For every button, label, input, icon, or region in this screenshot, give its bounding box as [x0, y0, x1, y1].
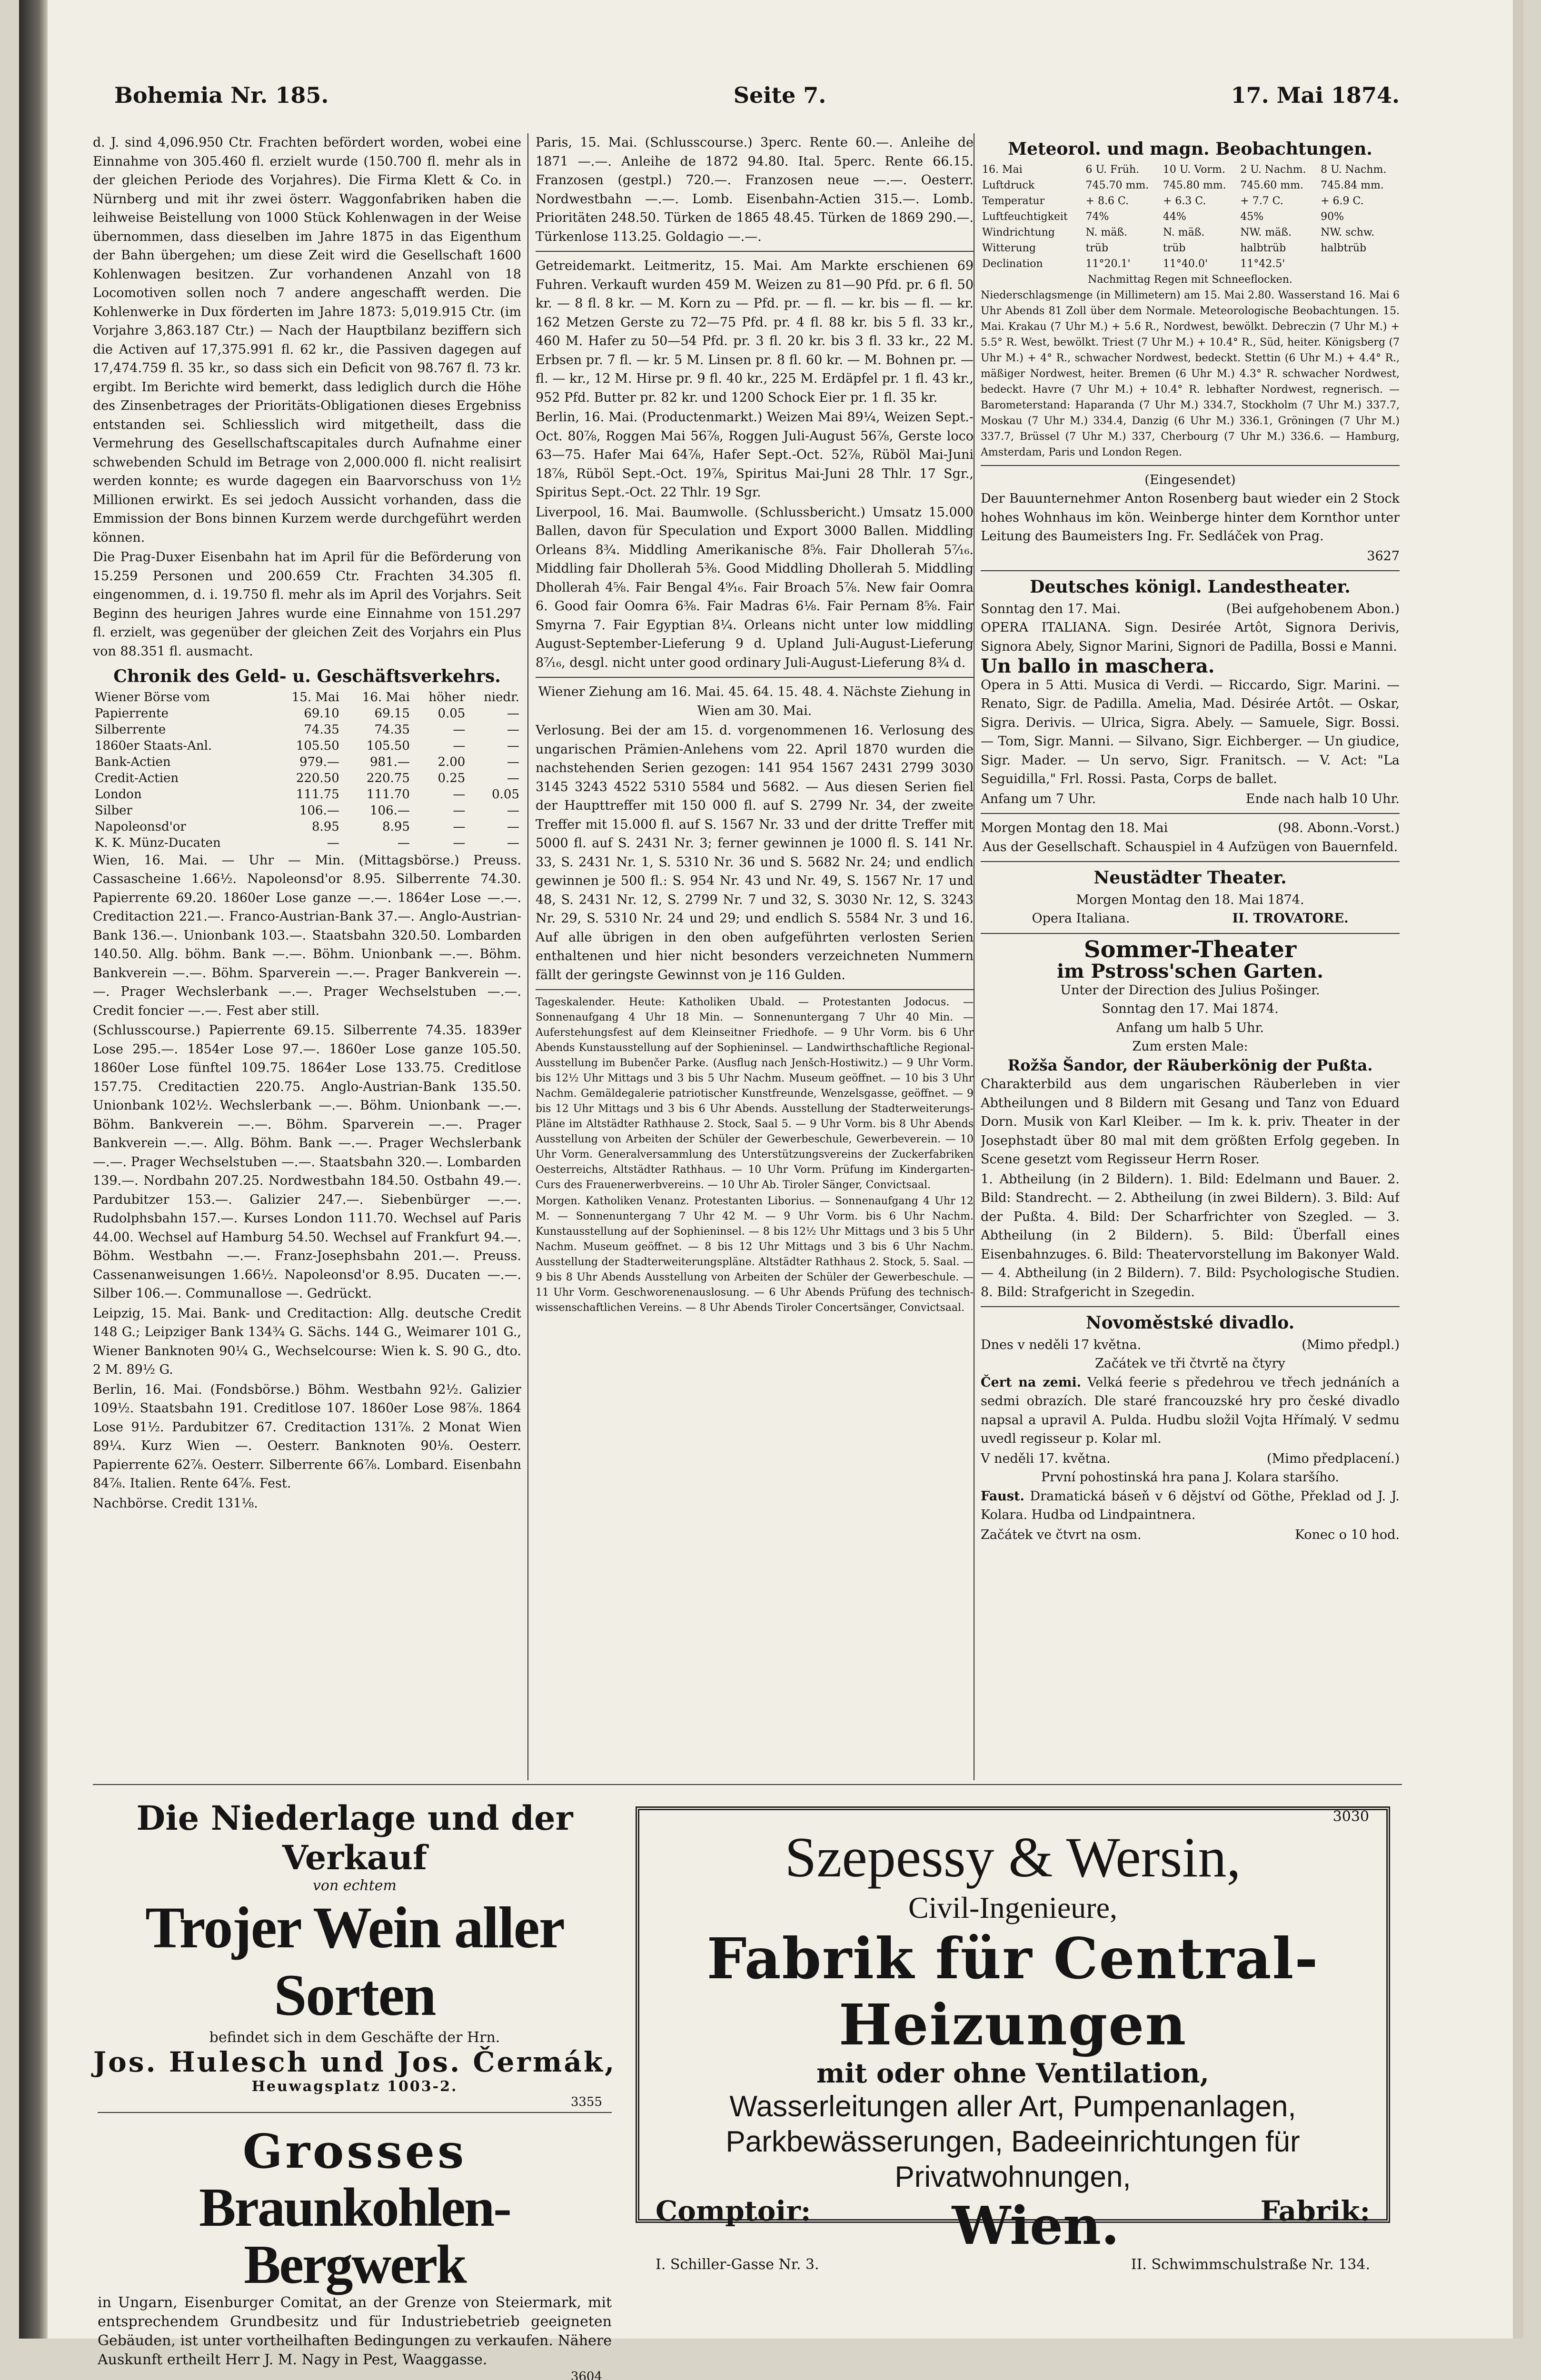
- weather-note: Nachmittag Regen mit Schneeflocken.: [1088, 273, 1292, 286]
- table-row: [93, 705, 521, 722]
- advert-right: [636, 1806, 1390, 2273]
- table-row: [93, 786, 521, 803]
- column-finance: [93, 133, 521, 1780]
- advert-headline: Die Niederlage und der Verkauf: [136, 1798, 573, 1877]
- play-description: Charakterbild aus dem ungarischen Räuberleben in vier Abtheilungen und 8 Bildern mit Gesang und Tanz von Eduard Dorn. Musik von Karl Kleiber. — Im k. k. priv. Theater in der Josephstadt über 80 mal mit dem größten Erfolg gegeben. In Scene gesetzt vom Regisseur Herrn Roser.: [981, 1077, 1400, 1167]
- divider: [98, 2112, 612, 2113]
- table-header: niedr.: [484, 690, 519, 704]
- cell: —: [507, 819, 519, 834]
- play-title: Faust.: [981, 1488, 1024, 1504]
- cell: 69.10: [304, 706, 339, 721]
- cell: Windrichtung: [982, 226, 1055, 238]
- divider: [536, 677, 974, 678]
- cell: —: [327, 835, 339, 850]
- end-time: Konec o 10 hod.: [1294, 1527, 1400, 1542]
- advert-services: Wasserleitungen aller Art, Pumpenanlagen, Parkbewässerungen, Badeeinrichtungen für Privatwohnungen,: [726, 2090, 1300, 2193]
- page-header: [114, 76, 1400, 114]
- article-text: Wien, 16. Mai. — Uhr — Min. (Mittagsbörse.) Preuss. Cassascheine 1.66½. Napoleonsd'or 8.95. Silberrente 74.30. Papierrente 69.20. 1860er Lose ganze —.—. 1864er Lose —.—. Creditaction 221.—. Franco-Austrian-Bank 37.—. Anglo-Austrian-Bank 136.—. Unionbank 103.—. Staatsbahn 320.50. Lombarden 140.50. Allg. böhm. Bank —.—. Böhm. Unionbank —.—. Böhm. Bankverein —.—. Böhm. Sparverein —.—. Prager Bankverein —.—. Prager Wechslerbank —.—. Prager Wechselstuben —.—. Credit foncier —.—. Fest aber still.: [93, 853, 521, 1018]
- cell: + 7.7 C.: [1240, 195, 1283, 207]
- cell: —: [507, 835, 519, 850]
- table-row: [981, 256, 1400, 272]
- advert-text: in Ungarn, Eisenburger Comitat, an der Grenze von Steiermark, mit entsprechendem Grundbesitz und für Industriebetrieb geeigneten Gebäuden, ist unter vortheilhaften Bedingungen zu verkaufen. Nähere Auskunft ertheilt Herr J. M. Nagy in Pest, Waaggasse.: [98, 2294, 612, 2368]
- divider: [981, 861, 1400, 862]
- cell: 1860er Staats-Anl.: [95, 738, 212, 753]
- cell: 105.50: [366, 738, 410, 753]
- cell: N. mäß.: [1163, 226, 1205, 238]
- cell: 106.—: [299, 803, 339, 818]
- divider: [981, 813, 1400, 814]
- table-header: 16. Mai: [362, 690, 410, 704]
- start-time: Začátek ve tři čtvrtě na čtyry: [1095, 1356, 1285, 1371]
- opera-company: Opera Italiana.: [1032, 911, 1130, 926]
- advert-text: befindet sich in dem Geschäfte der Hrn.: [209, 2029, 500, 2046]
- advert-subline: von echtem: [312, 1877, 397, 1894]
- cell: 44%: [1163, 210, 1186, 223]
- article-text: Berlin, 16. Mai. (Fondsbörse.) Böhm. Westbahn 92½. Galizier 109½. Staatsbahn 191. Creditlose 107. 1860er Lose 98⅞. 1864 Lose 91½. Pardubitzer 67. Creditaction 131⅞. 2 Monat Wien 89¼. Kurz Wien —. Oesterr. Banknoten 90⅛. Oesterr. Papierrente 62⅞. Oesterr. Silberrente 66⅞. Lombard. Eisenbahn 84⅞. Italien. Rente 64⅞. Fest.: [93, 1382, 521, 1491]
- cell: Bank-Actien: [95, 754, 171, 769]
- table-row: [93, 803, 521, 819]
- article-text: Leipzig, 15. Mai. Bank- und Creditaction: Allg. deutsche Credit 148 G.; Leipziger Bank 134¾ G. Sächs. 144 G., Weimarer 101 G., Wiener Banknoten 90¼ G., Wechselcourse: Wien k. S. 90 G., dto. 2 M. 89½ G.: [93, 1306, 521, 1377]
- cell: Luftdruck: [982, 179, 1035, 191]
- article-text: Liverpool, 16. Mai. Baumwolle. (Schlussbericht.) Umsatz 15.000 Ballen, davon für Speculation und Export 3000 Ballen. Middling Orleans 8¾. Middling Amerikanische 8⅝. Fair Dhollerah 5⁷⁄₁₆. Middling fair Dhollerah 5⅜. Good Middling Dhollerah 5. Middling Dhollerah 4⅝. Fair Bengal 4⁹⁄₁₆. Fair Broach 5⅞. New fair Oomra 6. Good fair Oomra 6⅜. Fair Madras 6⅛. Fair Pernam 8⅝. Fair Smyrna 7. Fair Egyptian 8¼. Orleans nicht unter low middling August-September-Lieferung 9 d. Upland Juli-August-Lieferung 8⁷⁄₁₆, desgl. nicht unter good ordinary Juli-August-Lieferung 8¾ d.: [536, 505, 974, 670]
- cell: —: [453, 787, 466, 802]
- cell: 111.75: [296, 787, 339, 802]
- theater-note: (Mimo předpl.): [1302, 1337, 1400, 1352]
- divider: [536, 989, 974, 990]
- theater-date: Morgen Montag den 18. Mai 1874.: [1076, 892, 1304, 907]
- page-number: Seite 7.: [733, 82, 826, 108]
- table-row: [93, 770, 521, 786]
- section-heading: Chronik des Geld- u. Geschäftsverkehrs.: [113, 666, 501, 686]
- theater-heading: Novoměstské divadlo.: [1085, 1313, 1295, 1333]
- play-title: Rožša Šandor, der Räuberkönig der Pußta.: [1007, 1056, 1373, 1074]
- table-row: [981, 240, 1400, 256]
- cell: —: [397, 835, 410, 850]
- cell: —: [507, 722, 519, 737]
- cell: Declination: [982, 258, 1043, 270]
- issue-date: 17. Mai 1874.: [1231, 82, 1400, 108]
- article-text: Getreidemarkt. Leitmeritz, 15. Mai. Am Markte erschienen 69 Fuhren. Verkauft wurden 459 M. Weizen zu 81—90 Pfd. pr. 6 fl. 50 kr. — 8 fl. 8 kr. — M. Korn zu — Pfd. pr. — fl. — kr. bis — fl. — kr. 162 Metzen Gerste zu 72—75 Pfd. pr. 4 fl. 88 kr. bis 5 fl. 33 kr., 460 M. Hafer zu 50—54 Pfd. pr. 3 fl. 20 kr. bis 3 fl. 33 kr., 22 M. Erbsen pr. 7 fl. — kr. 5 M. Linsen pr. 8 fl. 60 kr. — M. Bohnen pr. — fl. — kr., 12 M. Hirse pr. 9 fl. 40 kr., 225 M. Erdäpfel pr. 1 fl. 43 kr., 952 Pfd. Butter pr. 82 kr. und 1200 Schock Eier pr. 1 fl. 35 kr.: [536, 258, 974, 405]
- guest-note: První pohostinská hra pana J. Kolara staršího.: [1041, 1470, 1340, 1485]
- stock-table: [93, 689, 521, 851]
- opera-title: Un ballo in maschera.: [981, 655, 1215, 677]
- cell: 981.—: [370, 754, 410, 769]
- cell: 745.80 mm.: [1163, 179, 1226, 191]
- column-weather-theater: [981, 133, 1400, 1780]
- cell: 45%: [1240, 210, 1264, 223]
- advert-profession: Civil-Ingenieure,: [908, 1891, 1117, 1924]
- city-label: Wien.: [952, 2195, 1120, 2256]
- cell: 745.84 mm.: [1321, 179, 1384, 191]
- theater-piece-line: [981, 909, 1400, 928]
- cell: 0.05: [437, 706, 466, 721]
- weather-report: Niederschlagsmenge (in Millimetern) am 15. Mai 2.80. Wasserstand 16. Mai 6 Uhr Abends 81 Zoll über dem Normale. Meteorologische Beobachtungen. 15. Mai. Krakau (7 Uhr M.) + 5.6 R., Nordwest, bewölkt. Debreczin (7 Uhr M.) + 5.5° R. West, bewölkt. Triest (7 Uhr M.) + 10.4° R., Süd, heiter. Königsberg (7 Uhr M.) + 4° R., schwacher Nordwest, bedeckt. Stettin (6 Uhr M.) + 4.4° R., mäßiger Nordwest, heiter. Bremen (6 Uhr M.) 4.3° R. schwacher Nordwest, bedeckt. Havre (7 Uhr M.) + 10.4° R. lebhafter Nordwest, regnerisch. — Barometerstand: Haparanda (7 Uhr M.) 334.7, Stockholm (7 Uhr M.) 337.7, Moskau (7 Uhr M.) 334.4, Danzig (6 Uhr M.) 336.1, Gröningen (7 Uhr M.) 337.7, Brüssel (7 Uhr M.) 337, Cherbourg (7 Uhr M.) 336.6. — Hamburg, Amsterdam, Paris und London Regen.: [981, 289, 1400, 458]
- article-text: Verlosung. Bei der am 15. d. vorgenommenen 16. Verlosung des ungarischen Prämien-Anlehens vom 22. April 1870 wurden die nachstehenden Serien gezogen: 141 954 1567 2431 2799 3030 3145 3243 4522 5310 5584 und 5682. — Aus diesen Serien fiel der Haupttreffer mit 150 000 fl. auf S. 2799 Nr. 34, der zweite Treffer mit 15.000 fl. auf S. 1567 Nr. 33 und der dritte Treffer mit 5000 fl. auf S. 2431 Nr. 3; ferner gewinnen je 1000 fl. S. 141 Nr. 33, S. 2431 Nr. 1, S. 5310 Nr. 36 und S. 5682 Nr. 24; und endlich gewinnen je 500 fl.: S. 954 Nr. 43 und Nr. 49, S. 1567 Nr. 17 und 48, S. 2431 Nr. 12, S. 2799 Nr. 7 und 32, S. 3030 Nr. 12, S. 3243 Nr. 29, S. 5310 Nr. 24 und 29; und endlich S. 5584 Nr. 3 und 16. Auf alle übrigen in den oben aufgeführten verlosten Serien enthaltenen und hier nicht besonders verzeichneten Nummern fällt der geringste Gewinnst von je 116 Gulden.: [536, 723, 974, 982]
- cell: + 6.9 C.: [1321, 195, 1364, 207]
- cell: 979.—: [299, 754, 339, 769]
- article-text: Die Prag-Duxer Eisenbahn hat im April für die Beförderung von 15.259 Personen und 200.659 Ctr. Frachten 34.305 fl. eingenommen, d. i. 19.750 fl. mehr als im April des Vorjahrs. Seit Beginn des heurigen Jahres wurde eine Einnahme von 151.297 fl. erzielt, was gegenüber der gleichen Zeit des Vorjahrs ein Plus von 88.351 fl. ausmacht.: [93, 550, 521, 659]
- cell: —: [507, 771, 519, 785]
- cell: + 6.3 C.: [1163, 195, 1206, 207]
- column-rule: [527, 133, 528, 1780]
- play-title: Čert na zemi.: [981, 1375, 1082, 1390]
- cell: 220.75: [366, 771, 410, 785]
- cell: —: [453, 803, 466, 818]
- cell: Silberrente: [95, 722, 166, 737]
- table-row: [981, 225, 1400, 240]
- theater-heading: Sommer-Theater: [1084, 936, 1297, 963]
- cell: 74.35: [374, 722, 410, 737]
- table-header: 16. Mai: [982, 163, 1023, 176]
- cell: Credit-Actien: [95, 771, 179, 785]
- article-text: Nachbörse. Credit 131⅛.: [93, 1496, 258, 1511]
- cell: —: [507, 754, 519, 769]
- theater-date: Dnes v neděli 17 května.: [981, 1337, 1142, 1352]
- cell: 8.95: [311, 819, 339, 834]
- table-header: Wiener Börse vom: [95, 690, 210, 704]
- advert-subline: mit oder ohne Ventilation,: [816, 2058, 1209, 2089]
- advert-left: [93, 1795, 616, 2380]
- cell: Napoleonsd'or: [95, 819, 186, 834]
- cell: 11°20.1': [1085, 258, 1131, 270]
- theater-note: (Bei aufgehobenem Abon.): [1226, 601, 1400, 616]
- table-row: [981, 209, 1400, 225]
- cell: —: [507, 706, 519, 721]
- cell: 745.60 mm.: [1240, 179, 1303, 191]
- table-row: [981, 193, 1400, 209]
- play-acts: 1. Abtheilung (in 2 Bildern). 1. Bild: Edelmann und Bauer. 2. Bild: Standrecht. — 2. Abtheilung (in zwei Bildern). 3. Bild: Auf der Pußta. 4. Bild: Der Scharfrichter von Szegled. — 3. Abtheilung (in 2 Bildern). 5. Bild: Überfall eines Eisenbahnzuges. 6. Bild: Theatervorstellung im Bakonyer Wald. — 4. Abtheilung (in 2 Bildern). 7. Bild: Psychologische Studien. 8. Bild: Strafgericht in Szegedin.: [981, 1171, 1400, 1299]
- advert-product: Braunkohlen-Bergwerk: [199, 2177, 510, 2295]
- cell: —: [453, 738, 466, 753]
- cell: 111.70: [366, 787, 410, 802]
- issue-number: Bohemia Nr. 185.: [114, 82, 329, 108]
- article-text: d. J. sind 4,096.950 Ctr. Frachten befördert worden, wobei eine Einnahme von 305.460 fl. erzielt wurde (150.700 fl. mehr als in der gleichen Periode des Vorjahres). Die Firma Klett & Co. in Nürnberg und mit ihr zwei österr. Waggonfabriken haben die leihweise Beistellung von 1000 Stück Kohlenwagen in der Weise übernommen, dass dieselben im Jahre 1875 in das Eigenthum der Bahn übergehen; um diese Zeit wird die Gesellschaft 1600 Kohlenwagen besitzen. Zur vorhandenen Anzahl von 18 Locomotiven sollen noch 7 andere angeschafft werden. Die Kohlenwerke in Dux förderten im Jahre 1873: 5,019.915 Ctr. (im Vorjahre 3,863.187 Ctr.) — Nach der Hauptbilanz beziffern sich die Activen auf 17,375.991 fl. 62 kr., die Passiven dagegen auf 17,474.759 fl. 35 kr., so dass sich ein Deficit von 98.767 fl. 73 kr. ergibt. Im Berichte wird bemerkt, dass lediglich durch die Höhe des Zinsenbetrages der Prioritäts-Obligationen dieses Ergebniss entstanden sei. Schliesslich wird mitgetheilt, dass die Vermehrung des Gesellschaftscapitales durch Aufnahme einer schwebenden Schuld im Betrage von 2,000.000 fl. nicht realisirt werden konnte; es wurde dagegen ein Baarvorschuss von 1½ Millionen erwirkt. Es sei jedoch Aussicht vorhanden, dass die Emmission der Bons binnen Kurzem werde durchgeführt werden können.: [93, 135, 521, 545]
- cell: Papierrente: [95, 706, 169, 721]
- theater-times: [981, 1526, 1400, 1545]
- advert-merchants: Jos. Hulesch und Jos. Čermák,: [93, 2046, 616, 2078]
- table-header: 2 U. Nachm.: [1240, 163, 1306, 176]
- theater-heading: Deutsches königl. Landestheater.: [1030, 577, 1351, 597]
- table-header: 10 U. Vorm.: [1163, 163, 1225, 176]
- table-header-row: [93, 689, 521, 705]
- cell: 0.05: [492, 787, 519, 802]
- table-row: [981, 178, 1400, 193]
- cell: London: [95, 787, 142, 802]
- theater-date: Sonntag den 17. Mai.: [981, 601, 1121, 616]
- lottery-results: Wiener Ziehung am 16. Mai. 45. 64. 15. 48. 4. Nächste Ziehung in Wien am 30. Mai.: [538, 684, 971, 718]
- play-description: Dramatická báseň v 6 dějství od Göthe, Překlad od J. J. Kolara. Hudba od Lindpaintnera.: [981, 1488, 1400, 1522]
- comptoir-label: Comptoir:: [656, 2195, 811, 2227]
- fabrik-address: II. Schwimmschulstraße Nr. 134.: [1131, 2256, 1370, 2273]
- cell: 0.25: [437, 771, 466, 785]
- table-header: höher: [428, 690, 466, 704]
- cell: K. K. Münz-Ducaten: [95, 835, 221, 850]
- theater-date-line: [981, 1449, 1400, 1468]
- cell: Temperatur: [982, 195, 1045, 207]
- advert-product: Trojer Wein aller Sorten: [145, 1895, 564, 2028]
- cell: —: [453, 835, 466, 850]
- cell: —: [453, 722, 466, 737]
- cell: N. mäß.: [1085, 226, 1128, 238]
- advert-locations: [639, 2195, 1386, 2256]
- table-header: 8 U. Nachm.: [1321, 163, 1387, 176]
- cell: 8.95: [382, 819, 410, 834]
- advert-divider: [93, 1784, 1402, 1785]
- start-time: Začátek ve čtvrt na osm.: [981, 1527, 1142, 1542]
- cell: halbtrüb: [1240, 242, 1286, 254]
- divider: [536, 251, 974, 252]
- cell: —: [507, 738, 519, 753]
- tomorrow-piece: Aus der Gesellschaft. Schauspiel in 4 Aufzügen von Bauernfeld.: [982, 839, 1398, 854]
- binding-spine: [19, 0, 48, 2339]
- end-time: Ende nach halb 10 Uhr.: [1245, 791, 1400, 806]
- tomorrow-date: Morgen Montag den 18. Mai: [981, 821, 1168, 835]
- advert-number: 3355: [570, 2095, 602, 2109]
- advert-headline: Fabrik für Central-Heizungen: [706, 1925, 1319, 2058]
- cell: Luftfeuchtigkeit: [982, 210, 1068, 223]
- cell: trüb: [1163, 242, 1186, 254]
- start-time: Anfang um halb 5 Uhr.: [1116, 1020, 1264, 1035]
- cell: + 8.6 C.: [1085, 195, 1129, 207]
- day-calendar-tomorrow: Morgen. Katholiken Venanz. Protestanten Liborius. — Sonnenaufgang 4 Uhr 12 M. — Sonnenuntergang 7 Uhr 42 M. — 9 Uhr Vorm. bis 6 Uhr Nachm. Kunstausstellung auf der Sophieninsel. — 8 bis 12½ Uhr Mittags und 3 bis 5 Uhr Nachm. Museum geöffnet. — 8 bis 12 Uhr Mittags und 3 bis 6 Uhr Nachm. Ausstellung der Stadterweiterungspläne. Altstädter Rathhaus 2. Stock, 5. Saal. — 9 bis 8 Uhr Abends Ausstellung von Arbeiten der Schüler der Gewerbeschule. — 11 Uhr Vorm. Geschworenenauslosung. — 6 Uhr Abends Prüfung des technisch-wissenschaftlichen Vereins. — 8 Uhr Abends Tiroler Concertsänger, Convictsaal.: [536, 1195, 974, 1314]
- cell: 74%: [1085, 210, 1109, 223]
- cell: Witterung: [982, 242, 1036, 254]
- article-text: Paris, 15. Mai. (Schlusscourse.) 3perc. Rente 60.—. Anleihe de 1871 —.—. Anleihe de 1872 94.80. Ital. 5perc. Rente 66.15. Franzosen (gestpl.) 720.—. Franzosen neue —.—. Oesterr. Nordwestbahn —.—. Lomb. Eisenbahn-Actien 315.—. Lomb. Prioritäten 248.50. Türken de 1865 48.45. Türken de 1869 290.—. Türkenlose 113.25. Goldagio —.—.: [536, 135, 974, 244]
- divider: [981, 570, 1400, 571]
- theater-date: V neděli 17. května.: [981, 1451, 1111, 1466]
- cell: 745.70 mm.: [1085, 179, 1149, 191]
- cell: 106.—: [370, 803, 410, 818]
- table-row: [93, 722, 521, 738]
- cell: 105.50: [296, 738, 339, 753]
- page-edge: [1513, 0, 1523, 2339]
- cell: 90%: [1321, 210, 1344, 223]
- theater-tomorrow: [981, 819, 1400, 838]
- theater-date-line: [981, 600, 1400, 619]
- tomorrow-note: (98. Abonn.-Vorst.): [1278, 821, 1400, 835]
- weather-table: [981, 162, 1400, 272]
- table-row: [93, 835, 521, 851]
- cell: halbtrüb: [1321, 242, 1367, 254]
- opera-title: II. TROVATORE.: [1232, 911, 1349, 926]
- divider: [981, 1306, 1400, 1307]
- cell: NW. mäß.: [1240, 226, 1292, 238]
- advert-address: Heuwagsplatz 1003-2.: [251, 2078, 458, 2095]
- table-header: 6 U. Früh.: [1085, 163, 1140, 176]
- cell: —: [507, 803, 519, 818]
- theater-subheading: im Pstross'schen Garten.: [1056, 960, 1324, 982]
- cell: trüb: [1085, 242, 1109, 254]
- article-text: Berlin, 16. Mai. (Productenmarkt.) Weizen Mai 89¼, Weizen Sept.-Oct. 80⅞, Roggen Mai 56⅞, Roggen Juli-August 56⅞, Gerste loco 63—75. Hafer Mai 64⅞, Hafer Sept.-Oct. 52⅞, Rüböl Mai-Juni 18⅞, Rüböl Sept.-Oct. 19⅞, Spiritus Mai-Juni 28 Thlr. 17 Sgr., Spiritus Sept.-Oct. 22 Thlr. 19 Sgr.: [536, 410, 974, 500]
- article-text: (Schlusscourse.) Papierrente 69.15. Silberrente 74.35. 1839er Lose 295.—. 1854er Lose 97.—. 1860er Lose ganze 105.50. 1860er Lose fünftel 109.75. 1864er Lose 133.75. Creditlose 157.75. Creditactien 220.75. Anglo-Austrian-Bank 135.50. Unionbank 102½. Wechslerbank —.—. Böhm. Unionbank —.—. Böhm. Bankverein —.—. Böhm. Sparverein —.—. Prager Bankverein —.—. Allg. Böhm. Bank —.—. Prager Wechslerbank —.—. Prager Wechselstuben —.—. Staatsbahn 320.—. Lombarden 139.—. Nordbahn 207.25. Nordwestbahn 184.50. Ostbahn 49.—. Pardubitzer 153.—. Galizier 247.—. Siebenbürger —.—. Rudolphsbahn 157.—. Kurses London 111.70. Wechsel auf Paris 44.00. Wechsel auf Hamburg 54.50. Wechsel auf Frankfurt 94.—. Böhm. Westbahn —.—. Franz-Josephsbahn 201.—. Preuss. Cassenanweisungen 1.66½. Napoleonsd'or 8.95. Ducaten —.—. Silber 106.—. Communallose —. Gedrückt.: [93, 1023, 521, 1301]
- day-calendar: Tageskalender. Heute: Katholiken Ubald. — Protestanten Jodocus. — Sonnenaufgang 4 Uhr 18 Min. — Sonnenuntergang 7 Uhr 40 Min. — Auferstehungsfest auf dem Kleinseitner Friedhofe. — 9 Uhr Vorm. bis 6 Uhr Abends Kunstausstellung auf der Sophieninsel. — Landwirthschaftliche Regional-Ausstellung im Bubenčer Parke. (Ausflug nach Jenšch-Hostiwitz.) — 9 Uhr Vorm. bis 12½ Uhr Mittags und 3 bis 5 Uhr Nachm. Museum geöffnet. — 10 bis 3 Uhr Nachm. Gemäldegalerie patriotischer Kunstfreunde, Wenzelsgasse, geöffnet. — 9 bis 12 Uhr Mittags und 3 bis 6 Uhr Abends. Ausstellung der Stadterweiterungs-Pläne im Altstädter Rathhause 2. Stock, Saal 5. — 9 Uhr Vorm. bis 8 Uhr Abends Ausstellung von Arbeiten der Schüler der Gewerbeschule, Gewerbeverein. — 10 Uhr Vorm. Generalversammlung des Unterstützungsvereins der Zuckerfabriken Oesterreichs, Altstädter Rathhaus. — 10 Uhr Vorm. Prüfung im Kindergarten-Curs des Frauenerwerbvereins. — 10 Uhr Ab. Tiroler Sänger, Convictsaal.: [536, 996, 974, 1191]
- notice-text: Der Bauunternehmer Anton Rosenberg baut wieder ein 2 Stock hohes Wohnhaus im kön. Weinberge hinter dem Kornthor unter Leitung des Baumeisters Ing. Fr. Sedláček von Prag.: [981, 491, 1400, 544]
- notice-heading: (Eingesendet): [1144, 472, 1236, 487]
- advert-number: 3604: [570, 2370, 602, 2380]
- cell: 69.15: [374, 706, 410, 721]
- cell: 2.00: [437, 754, 466, 769]
- divider: [981, 465, 1400, 466]
- column-markets: [536, 133, 974, 1780]
- section-heading: Meteorol. und magn. Beobachtungen.: [1008, 139, 1372, 159]
- theater-cast: OPERA ITALIANA. Sign. Desirée Artôt, Signora Derivis, Signora Abely, Signor Marini, Signori de Padilla, Bossi e Manni.: [981, 620, 1400, 654]
- cell: Silber: [95, 803, 132, 818]
- premiere-note: Zum ersten Male:: [1132, 1039, 1248, 1054]
- advert-addresses: [639, 2256, 1386, 2273]
- fabrik-label: Fabrik:: [1260, 2195, 1370, 2227]
- table-row: [93, 738, 521, 754]
- table-row: [93, 819, 521, 835]
- start-time: Anfang um 7 Uhr.: [981, 791, 1096, 806]
- theater-times: [981, 790, 1400, 809]
- theater-heading: Neustädter Theater.: [1094, 868, 1287, 888]
- cell: 11°42.5': [1240, 258, 1285, 270]
- cell: 220.50: [296, 771, 339, 785]
- advert-company: Szepessy & Wersin,: [785, 1825, 1241, 1889]
- comptoir-address: I. Schiller-Gasse Nr. 3.: [656, 2256, 819, 2273]
- notice-number: 3627: [1367, 548, 1400, 564]
- table-row: [93, 754, 521, 770]
- cell: 74.35: [304, 722, 339, 737]
- cell: NW. schw.: [1321, 226, 1375, 238]
- cell: 11°40.0': [1163, 258, 1208, 270]
- theater-date: Sonntag den 17. Mai 1874.: [1102, 1002, 1279, 1016]
- theater-direction: Unter der Direction des Julius Pošinger.: [1060, 982, 1320, 998]
- theater-date-line: [981, 1336, 1400, 1355]
- divider: [981, 933, 1400, 934]
- advert-number: 3030: [1332, 1808, 1369, 1825]
- table-header-row: [981, 162, 1400, 178]
- table-header: 15. Mai: [291, 690, 339, 704]
- theater-note: (Mimo předplacení.): [1267, 1451, 1400, 1466]
- cell: [1319, 256, 1400, 272]
- play-description: Velká feerie s předehrou ve třech jednáních a sedmi obrazích. Dle staré francouzské hry pro české divadlo napsal a upravil A. Pulda. Hudbu složil Vojta Hřímalý. V sedmu uvedl regisseur p. Kolar ml.: [981, 1375, 1400, 1446]
- weather-block: [981, 162, 1400, 460]
- opera-cast: Opera in 5 Atti. Musica di Verdi. — Riccardo, Sigr. Marini. — Renato, Sigr. de Padilla. Amelia, Mad. Désirée Artôt. — Oskar, Sigra. Derivis. — Ulrica, Sigra. Abely. — Samuele, Sigr. Bossi. — Tom, Sigr. Manni. — Silvano, Sigr. Eichberger. — Un giudice, Sigr. Mader. — Un servo, Sigr. Franitsch. — V. Act: "La Seguidilla," Frl. Rossi. Pasta, Corps de ballet.: [981, 677, 1400, 786]
- advert-headline: Grosses: [242, 2124, 467, 2179]
- cell: —: [453, 819, 466, 834]
